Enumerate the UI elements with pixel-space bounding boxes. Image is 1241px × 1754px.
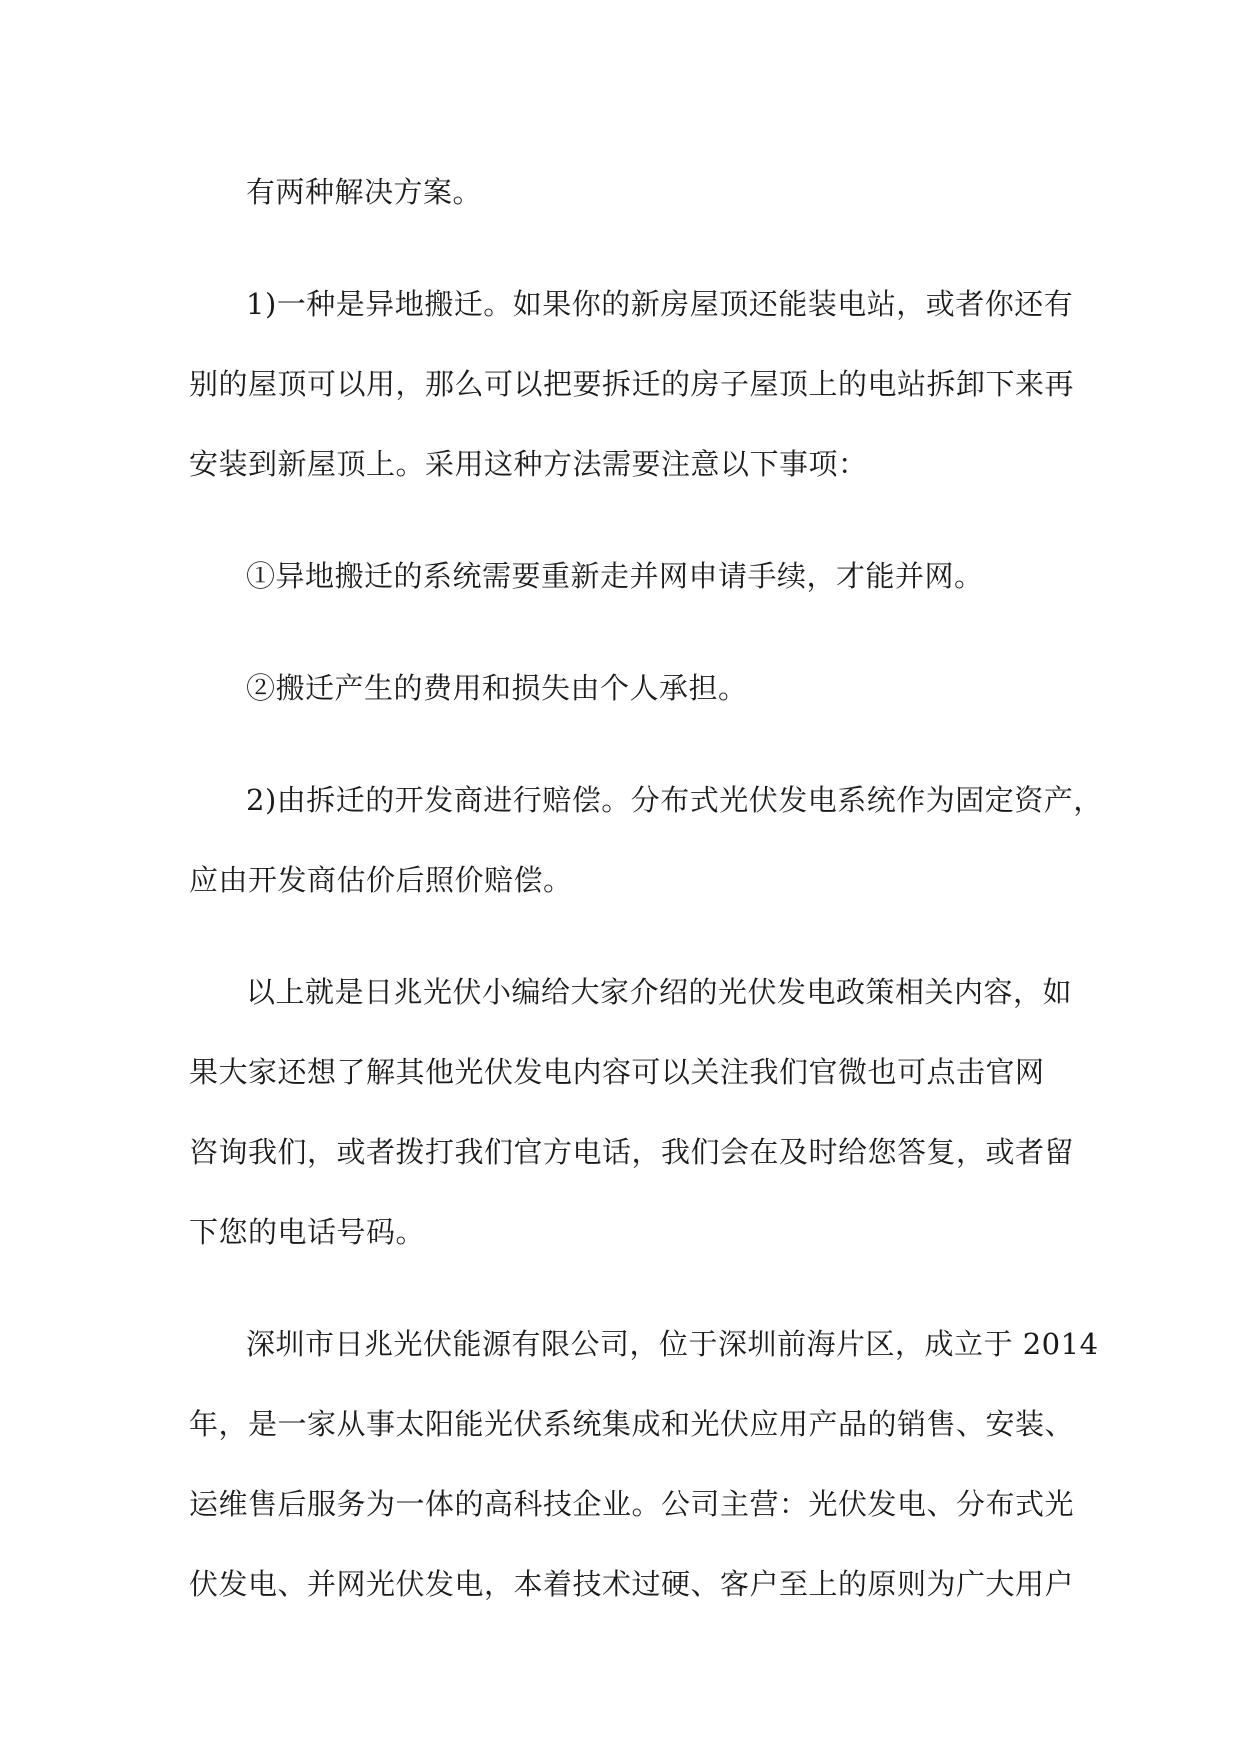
text-line: 别的屋顶可以用，那么可以把要拆迁的房子屋顶上的电站拆卸下来再 — [189, 367, 1075, 401]
text-line: 有两种解决方案。 — [246, 175, 483, 209]
text-line: 果大家还想了解其他光伏发电内容可以关注我们官微也可点击官网 — [189, 1055, 1045, 1089]
text-line: 下您的电话号码。 — [189, 1215, 426, 1249]
text-line: ①异地搬迁的系统需要重新走并网申请手续，才能并网。 — [246, 559, 984, 593]
text-line: 2)由拆迁的开发商进行赔偿。分布式光伏发电系统作为固定资产， — [246, 783, 1103, 817]
text-line: 年，是一家从事太阳能光伏系统集成和光伏应用产品的销售、安装、 — [189, 1407, 1075, 1441]
text-line: 应由开发商估价后照价赔偿。 — [189, 863, 573, 897]
text-line: 咨询我们，或者拨打我们官方电话，我们会在及时给您答复，或者留 — [189, 1135, 1075, 1169]
text-line: 安装到新屋顶上。采用这种方法需要注意以下事项： — [189, 447, 868, 481]
text-line: 1)一种是异地搬迁。如果你的新房屋顶还能装电站，或者你还有 — [246, 287, 1074, 321]
text-line: 伏发电、并网光伏发电，本着技术过硬、客户至上的原则为广大用户 — [189, 1567, 1075, 1601]
text-line: 以上就是日兆光伏小编给大家介绍的光伏发电政策相关内容，如 — [246, 975, 1073, 1009]
text-line: ②搬迁产生的费用和损失由个人承担。 — [246, 671, 748, 705]
text-line: 运维售后服务为一体的高科技企业。公司主营：光伏发电、分布式光 — [189, 1487, 1075, 1521]
text-line: 深圳市日兆光伏能源有限公司，位于深圳前海片区，成立于 2014 — [246, 1327, 1099, 1361]
